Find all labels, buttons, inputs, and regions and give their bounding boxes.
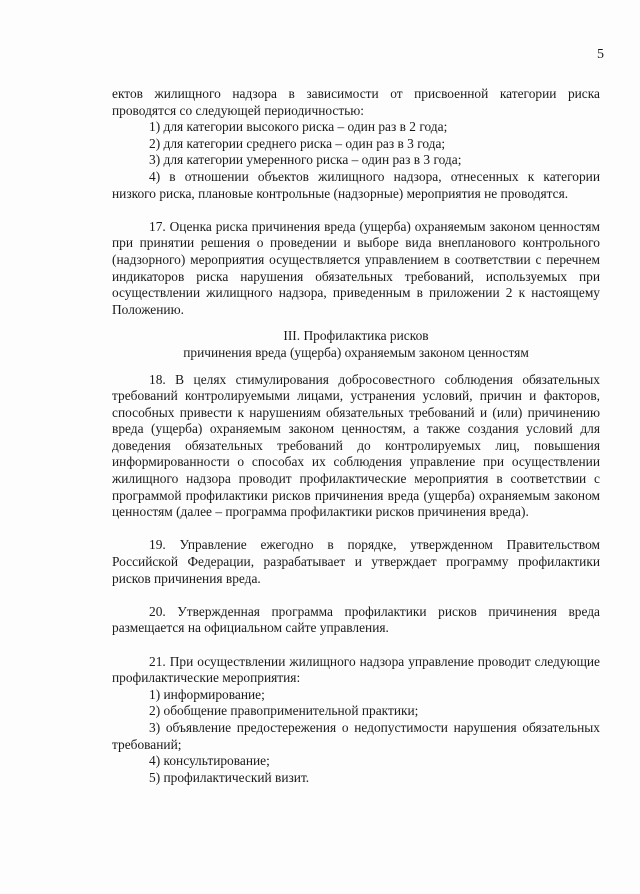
paragraph-21: 21. При осуществлении жилищного надзора управление проводит следующие профилактические мероприятия: (112, 653, 600, 686)
list-item: 1) для категории высокого риска – один раз в 2 года; (149, 119, 448, 135)
list-item: 5) профилактический визит. (149, 769, 310, 785)
section-heading-line-2: причинения вреда (ущерба) охраняемым законом ценностям (183, 344, 529, 360)
list-item: 3) для категории умеренного риска – один раз в 3 года; (149, 152, 462, 168)
paragraph-17: 17. Оценка риска причинения вреда (ущерба) охраняемым законом ценностям при принятии решения о проведении и выборе вида внепланового контрольного (надзорного) мероприятия осуществляется управлением в соответствии с перечнем индикаторов риска нарушения обязательных требований, используемых при осуществлении жилищного надзора, приведенным в приложении 2 к настоящему Положению. (112, 218, 600, 317)
section-heading-line-1: III. Профилактика рисков (283, 328, 429, 344)
list-item: 2) обобщение правоприменительной практики; (149, 703, 419, 719)
paragraph-intro: ектов жилищного надзора в зависимости от присвоенной категории риска проводятся со следующей периодичностью: (112, 86, 600, 118)
list-item: 2) для категории среднего риска – один раз в 3 года; (149, 135, 446, 151)
paragraph-20: 20. Утвержденная программа профилактики рисков причинения вреда размещается на официальном сайте управления. (112, 603, 600, 636)
paragraph-19: 19. Управление ежегодно в порядке, утвержденном Правительством Российской Федерации, разрабатывает и утверждает программу профилактики рисков причинения вреда. (112, 537, 600, 586)
list-item-4: 4) в отношении объектов жилищного надзора, отнесенных к категории низкого риска, плановые контрольные (надзорные) мероприятия не проводятся. (112, 168, 600, 201)
list-item-3: 3) объявление предостережения о недопустимости нарушения обязательных требований; (112, 719, 600, 752)
list-item: 1) информирование; (149, 686, 265, 702)
page-number: 5 (597, 47, 604, 62)
list-item: 4) консультирование; (149, 753, 270, 769)
document-body (112, 86, 600, 786)
paragraph-18: 18. В целях стимулирования добросовестного соблюдения обязательных требований контролируемыми лицами, устранения условий, причин и факторов, способных привести к нарушениям обязательных требований и (или) причинению вреда (ущерба) охраняемым законом ценностям, а также создания условий для доведения обязательных требований до контролируемых лиц, повышения информированности о способах их соблюдения управление при осуществлении жилищного надзора проводит профилактические мероприятия в соответствии с программой профилактики рисков причинения вреда (ущерба) охраняемым законом ценностям (далее – программа профилактики рисков причинения вреда). (112, 371, 600, 520)
